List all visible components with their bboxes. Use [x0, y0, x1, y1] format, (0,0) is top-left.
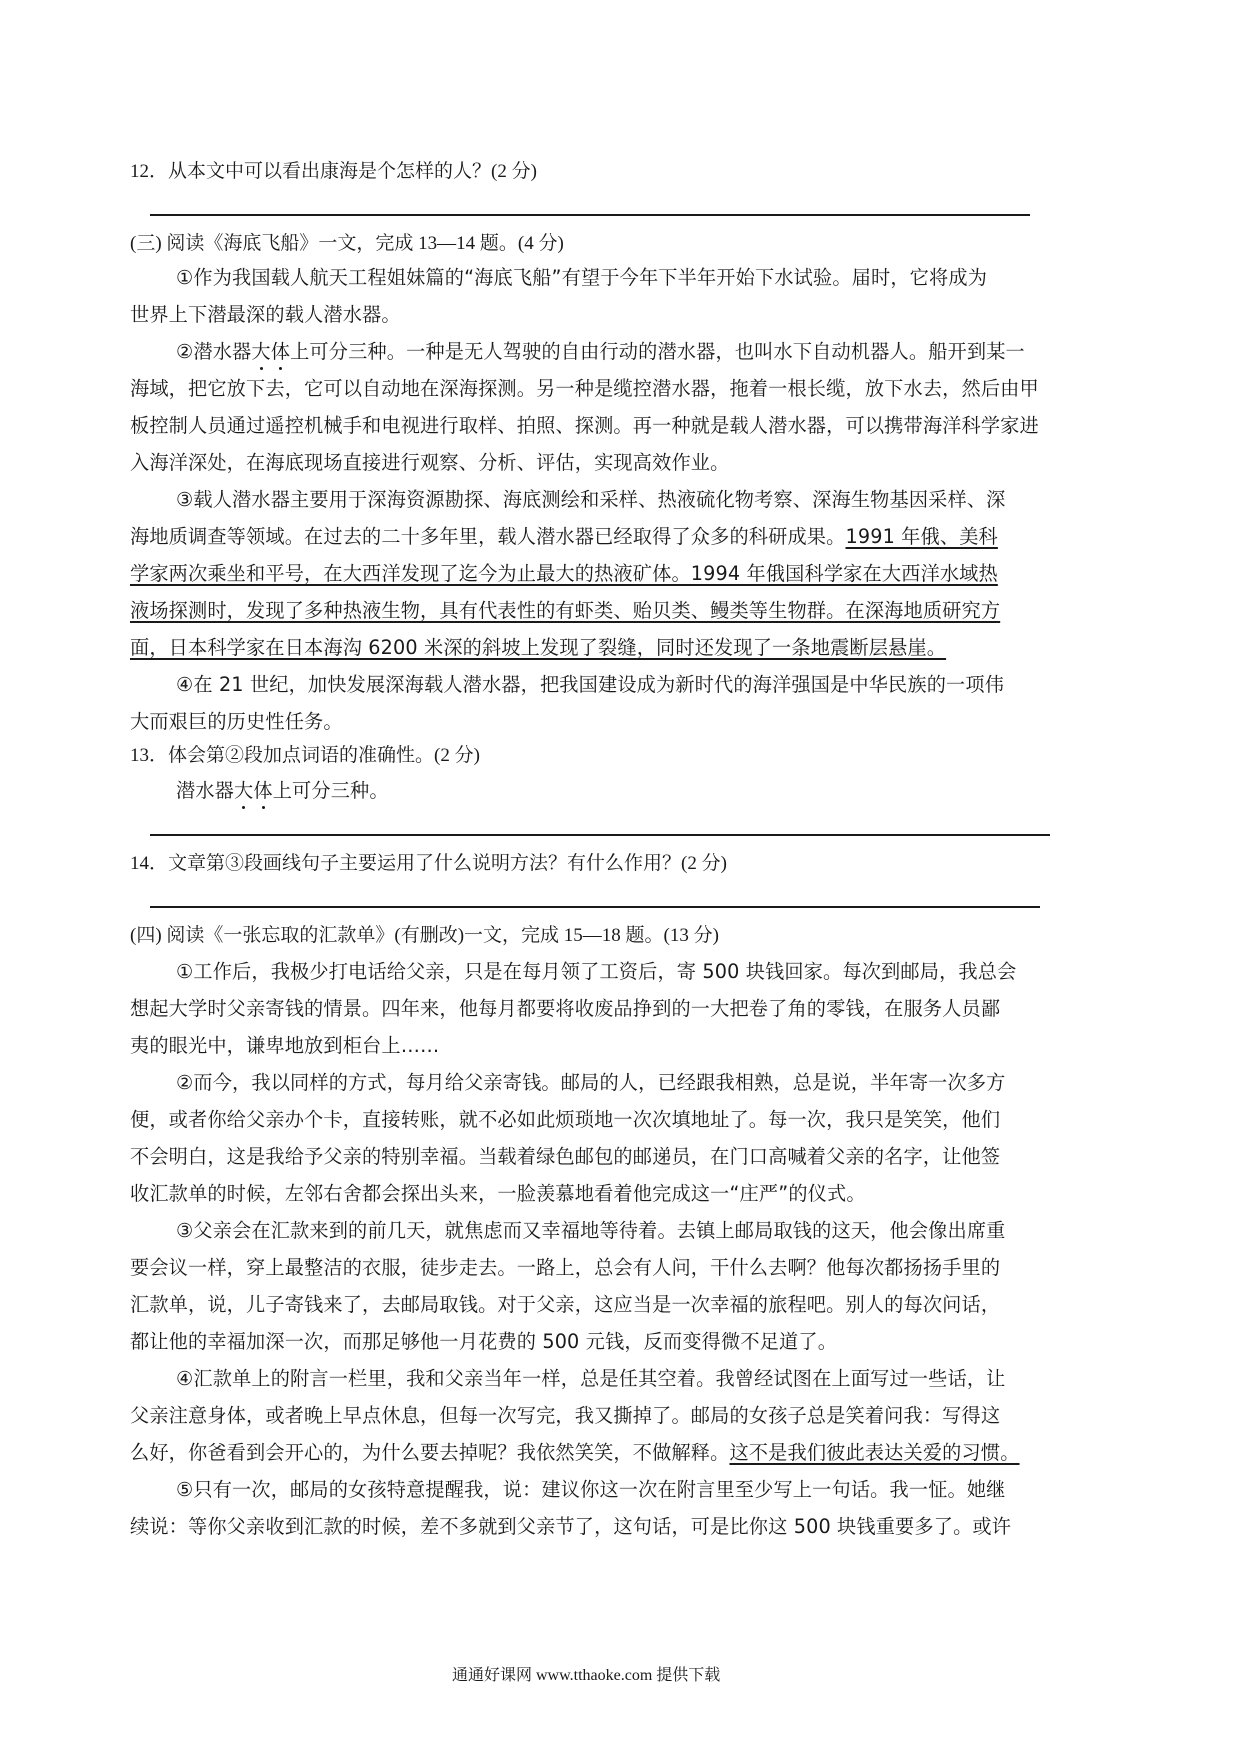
s4-p5-line1: ⑤只有一次，邮局的女孩特意提醒我，说：建议你这一次在附言里至少写上一句话。我一怔。她继	[176, 1478, 1006, 1501]
s4-p3-line3: 汇款单，说，儿子寄钱来了，去邮局取钱。对于父亲，这应当是一次幸福的旅程吧。别人的每次问话，	[130, 1293, 1001, 1316]
s4-p2-line2: 便，或者你给父亲办个卡，直接转账，就不必如此烦琐地一次次填地址了。每一次，我只是笑笑，他们	[130, 1108, 1001, 1131]
q13-post: 上可分三种。	[272, 779, 389, 802]
s4-p2-line3: 不会明白，这是我给予父亲的特别幸福。当载着绿色邮包的邮递员，在门口高喊着父亲的名字，让他签	[130, 1145, 1001, 1168]
q13-pre: 潜水器	[176, 779, 235, 802]
s3-p3-line2	[130, 523, 998, 551]
s4-p1-line3: 夷的眼光中，谦卑地放到柜台上……	[130, 1034, 440, 1057]
question-14: 14．文章第③段画线句子主要运用了什么说明方法？有什么作用？(2 分)	[130, 853, 727, 874]
s3-p3-line5-underlined: 面，日本科学家在日本海沟 6200 米深的斜坡上发现了裂缝，同时还发现了一条地震断层悬崖。	[130, 636, 947, 659]
s4-p4-line1: ④汇款单上的附言一栏里，我和父亲当年一样，总是任其空着。我曾经试图在上面写过一些话，让	[176, 1367, 1006, 1390]
question-13: 13．体会第②段加点词语的准确性。(2 分)	[130, 745, 480, 766]
s4-p3-line2: 要会议一样，穿上最整洁的衣服，徒步走去。一路上，总会有人问，干什么去啊？他每次都扬扬手里的	[130, 1256, 1001, 1279]
answer-line-13	[150, 834, 1050, 836]
s4-p3-line1: ③父亲会在汇款来到的前几天，就焦虑而又幸福地等待着。去镇上邮局取钱的这天，他会像出席重	[176, 1219, 1006, 1242]
s3-p3-line4-underlined: 液场探测时，发现了多种热液生物，具有代表性的有虾类、贻贝类、鳗类等生物群。在深海地质研究方	[130, 599, 1001, 622]
s3-p4-line1: ④在 21 世纪，加快发展深海载人潜水器，把我国建设成为新时代的海洋强国是中华民族的一项伟	[176, 673, 1005, 696]
q13-dotted-char-da: 大	[234, 779, 254, 802]
s3-p2-line4: 入海洋深处，在海底现场直接进行观察、分析、评估，实现高效作业。	[130, 451, 730, 474]
s3-p2-line2: 海域，把它放下去，它可以自动地在深海探测。另一种是缆控潜水器，拖着一根长缆，放下水去，然后由甲	[130, 377, 1039, 400]
page-footer: 通通好课网 www.tthaoke.com 提供下载	[452, 1667, 721, 1684]
s3-p2-line3: 板控制人员通过遥控机械手和电视进行取样、拍照、探测。再一种就是载人潜水器，可以携带海洋科学家进	[130, 414, 1039, 437]
s3-p2-pre: ②潜水器	[176, 340, 252, 363]
s3-p3-plain: 海地质调查等领域。在过去的二十多年里，载人潜水器已经取得了众多的科研成果。	[130, 525, 846, 548]
answer-line-14	[150, 906, 1040, 908]
s4-p4-plain: 么好，你爸看到会开心的，为什么要去掉呢？我依然笑笑，不做解释。	[130, 1441, 730, 1464]
s3-p3-line1: ③载人潜水器主要用于深海资源勘探、海底测绘和采样、热液硫化物考察、深海生物基因采样、深	[176, 488, 1006, 511]
section-4-header: (四) 阅读《一张忘取的汇款单》(有删改)一文，完成 15—18 题。(13 分)	[130, 925, 719, 946]
question-12: 12．从本文中可以看出康海是个怎样的人？(2 分)	[130, 161, 537, 182]
s4-p2-line4: 收汇款单的时候，左邻右舍都会探出头来，一脸羡慕地看着他完成这一“庄严”的仪式。	[130, 1182, 866, 1205]
q13-dotted-char-ti: 体	[253, 779, 273, 802]
dotted-char-ti: 体	[270, 340, 291, 363]
s4-p1-line1: ①工作后，我极少打电话给父亲，只是在每月领了工资后，寄 500 块钱回家。每次到邮局，我总会	[176, 960, 1017, 983]
s4-p4-line2: 父亲注意身体，或者晚上早点休息，但每一次写完，我又撕掉了。邮局的女孩子总是笑着问我：写得这	[130, 1404, 1001, 1427]
s3-p3-line3-underlined: 学家两次乘坐和平号，在大西洋发现了迄今为止最大的热液矿体。1994 年俄国科学家在大西洋水域热	[130, 562, 998, 585]
s4-underlined-sentence: 这不是我们彼此表达关爱的习惯。	[729, 1441, 1020, 1464]
question-13-quote	[176, 777, 389, 805]
s3-p4-line2: 大而艰巨的历史性任务。	[130, 710, 343, 733]
dotted-char-da: 大	[251, 340, 271, 363]
s4-p4-line3	[130, 1439, 1020, 1467]
s4-p3-line4: 都让他的幸福加深一次，而那足够他一月花费的 500 元钱，反而变得微不足道了。	[130, 1330, 838, 1353]
underlined-sentence: 1991 年俄、美科	[845, 525, 998, 548]
s4-p1-line2: 想起大学时父亲寄钱的情景。四年来，他每月都要将收废品挣到的一大把卷了角的零钱，在服务人员鄙	[130, 997, 1001, 1020]
answer-line-12	[150, 214, 1030, 216]
s4-p2-line1: ②而今，我以同样的方式，每月给父亲寄钱。邮局的人，已经跟我相熟，总是说，半年寄一次多方	[176, 1071, 1006, 1094]
s3-p1-line1: ①作为我国载人航天工程姐妹篇的“海底飞船”有望于今年下半年开始下水试验。届时，它将成为	[176, 266, 988, 289]
section-3-header: (三) 阅读《海底飞船》一文，完成 13—14 题。(4 分)	[130, 233, 564, 254]
s3-p2-post: 上可分三种。一种是无人驾驶的自由行动的潜水器，也叫水下自动机器人。船开到某一	[290, 340, 1025, 363]
s3-p1-line2: 世界上下潜最深的载人潜水器。	[130, 303, 401, 326]
s4-p5-line2: 续说：等你父亲收到汇款的时候，差不多就到父亲节了，这句话，可是比你这 500 块钱重要多了。或许	[130, 1515, 1012, 1538]
s3-p2-line1	[176, 338, 1025, 366]
